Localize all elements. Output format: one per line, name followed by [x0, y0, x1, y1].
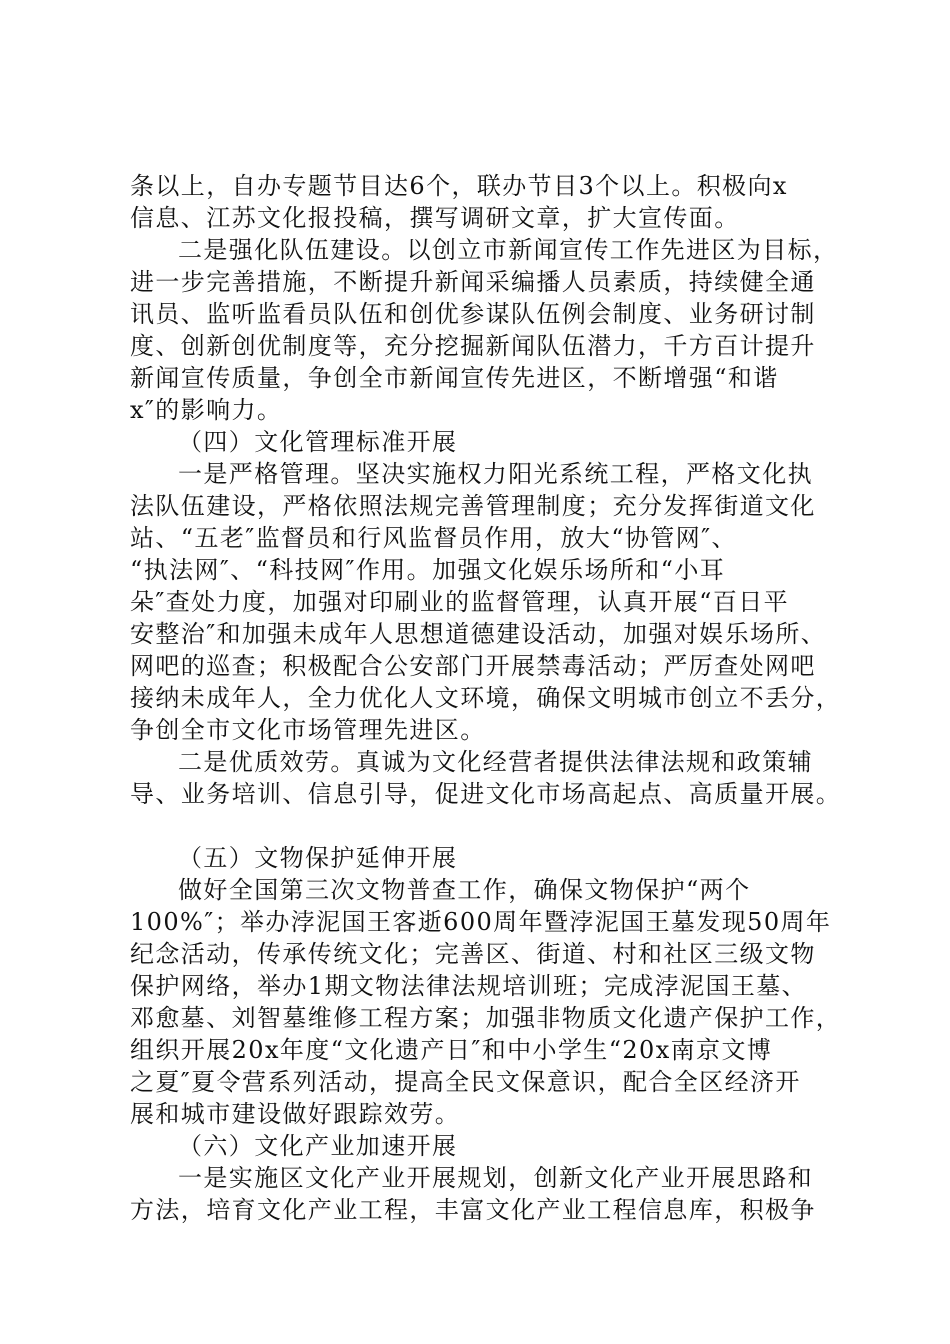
- text-line: 展和城市建设做好跟踪效劳。: [130, 1100, 461, 1128]
- text-line: 一是实施区文化产业开展规划，创新文化产业开展思路和: [178, 1164, 813, 1192]
- document-body: [130, 170, 842, 1226]
- text-line: 导、业务培训、信息引导，促进文化市场高起点、高质量开展。: [130, 780, 842, 808]
- text-line: 信息、江苏文化报投稿，撰写调研文章，扩大宣传面。: [130, 204, 740, 232]
- text-line: 接纳未成年人，全力优化人文环境，确保文明城市创立不丢分，: [130, 684, 842, 712]
- text-line: “执法网″、“科技网″作用。加强文化娱乐场所和“小耳: [130, 556, 726, 584]
- text-line: 法队伍建设，严格依照法规完善管理制度；充分发挥街道文化: [130, 492, 816, 520]
- text-line: 方法，培育文化产业工程，丰富文化产业工程信息库，积极争: [130, 1196, 816, 1224]
- text-line: 新闻宣传质量，争创全市新闻宣传先进区，不断增强“和谐: [130, 364, 779, 392]
- text-line: 站、“五老″监督员和行风监督员作用，放大“协管网″、: [130, 524, 737, 552]
- text-line: （四）文化管理标准开展: [178, 428, 458, 456]
- text-line: 100%″；举办浡泥国王客逝600周年暨浡泥国王墓发现50周年: [130, 908, 832, 936]
- text-line: 争创全市文化市场管理先进区。: [130, 716, 486, 744]
- text-line: 做好全国第三次文物普查工作，确保文物保护“两个: [178, 876, 751, 904]
- text-line: （五）文物保护延伸开展: [178, 844, 458, 872]
- text-line: 进一步完善措施，不断提升新闻采编播人员素质，持续健全通: [130, 268, 816, 296]
- text-line: （六）文化产业加速开展: [178, 1132, 458, 1160]
- text-line: 网吧的巡查；积极配合公安部门开展禁毒活动；严厉查处网吧: [130, 652, 816, 680]
- blank-line: [130, 810, 830, 842]
- text-line: 条以上，自办专题节目达6个，联办节目3个以上。积极向x: [130, 172, 788, 200]
- text-line: 朵″查处力度，加强对印刷业的监督管理，认真开展“百日平: [130, 588, 790, 616]
- text-line: 之夏″夏令营系列活动，提高全民文保意识，配合全区经济开: [130, 1068, 801, 1096]
- text-line: 度、创新创优制度等，充分挖掘新闻队伍潜力，千方百计提升: [130, 332, 816, 360]
- text-line: 保护网络，举办1期文物法律法规培训班；完成浡泥国王墓、: [130, 972, 808, 1000]
- text-line: 二是优质效劳。真诚为文化经营者提供法律法规和政策辅: [178, 748, 813, 776]
- text-line: 二是强化队伍建设。以创立市新闻宣传工作先进区为目标，: [178, 236, 839, 264]
- text-line: 一是严格管理。坚决实施权力阳光系统工程，严格文化执: [178, 460, 813, 488]
- text-line: 安整治″和加强未成年人思想道德建设活动，加强对娱乐场所、: [130, 620, 827, 648]
- text-line: 纪念活动，传承传统文化；完善区、街道、村和社区三级文物: [130, 940, 816, 968]
- text-line: 组织开展20x年度“文化遗产日″和中小学生“20x南京文博: [130, 1036, 773, 1064]
- text-line: 邓愈墓、刘智墓维修工程方案；加强非物质文化遗产保护工作，: [130, 1004, 842, 1032]
- text-line: 讯员、监听监看员队伍和创优参谋队伍例会制度、业务研讨制: [130, 300, 816, 328]
- text-line: x″的影响力。: [130, 396, 283, 424]
